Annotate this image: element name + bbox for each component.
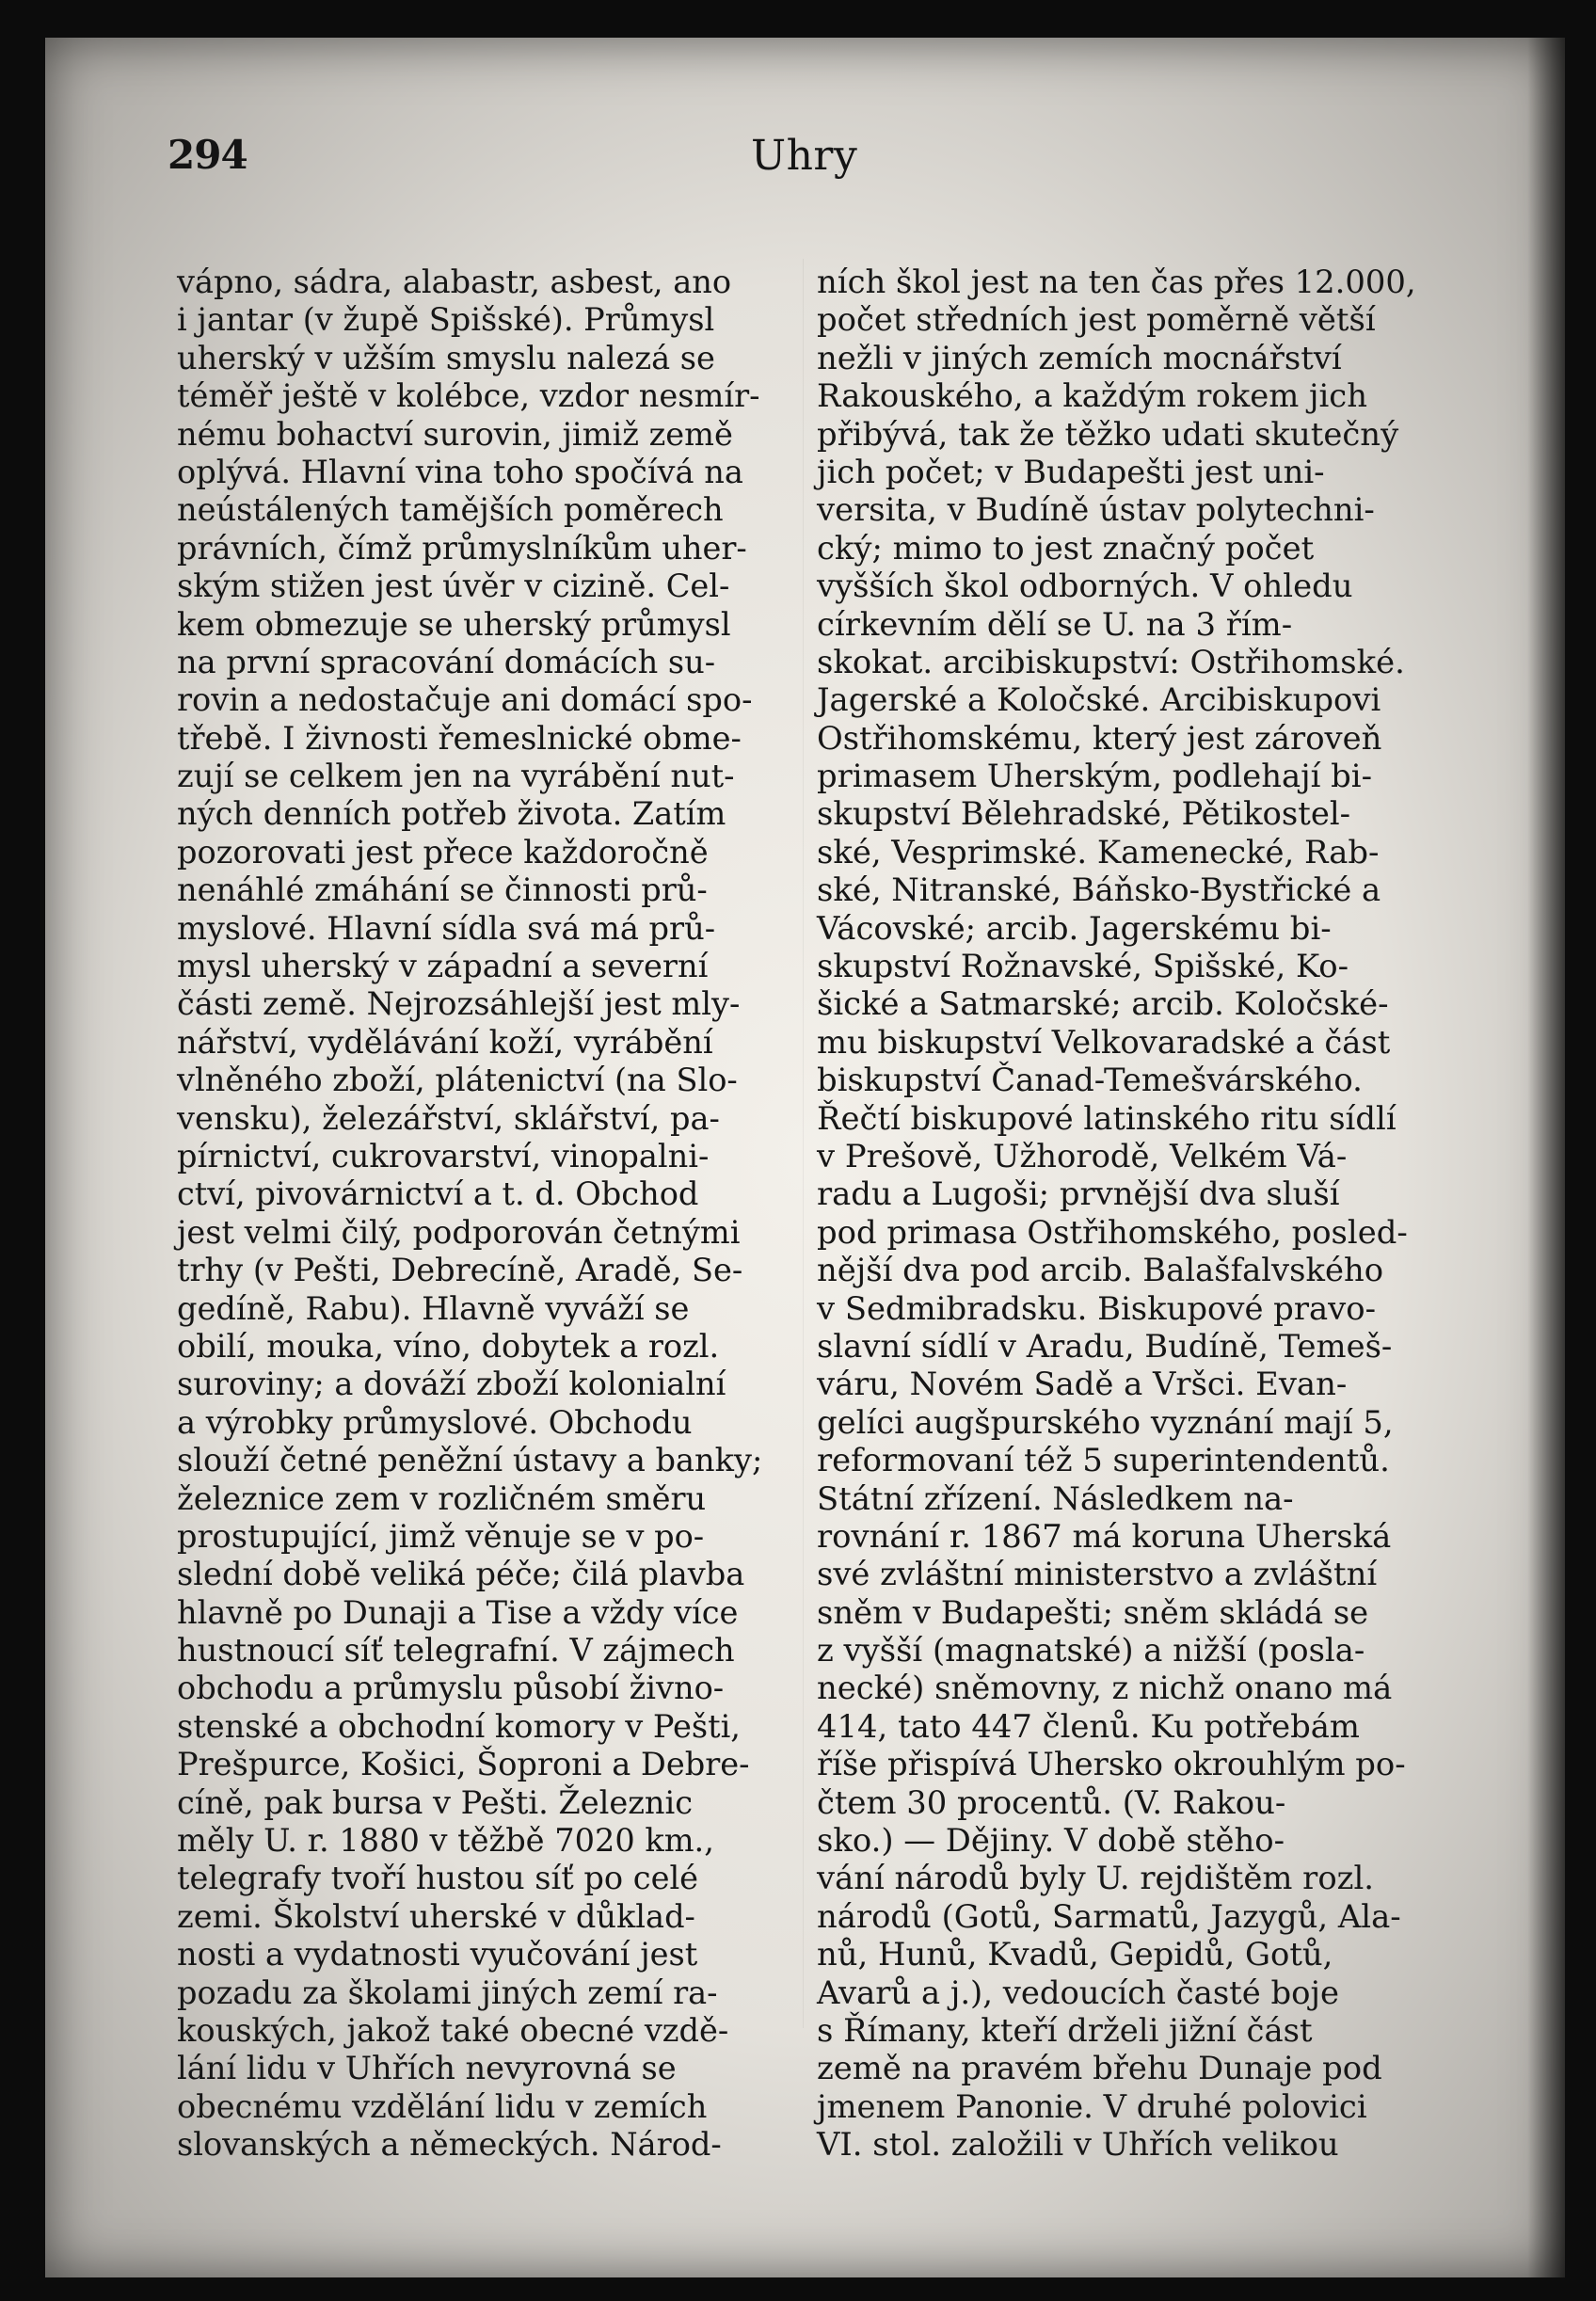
text-line: skupství Rožnavské, Spišské, Ko-: [817, 948, 1349, 985]
text-line: ské, Nitranské, Báňsko-Bystřické a: [817, 871, 1381, 909]
text-line: váru, Novém Sadě a Vršci. Evan-: [817, 1366, 1348, 1403]
running-title: Uhry: [751, 132, 858, 180]
page-header: [45, 132, 1565, 188]
text-line: téměř ještě v kolébce, vzdor nesmír-: [177, 377, 760, 415]
text-line: šické a Satmarské; arcib. Koločské-: [817, 985, 1389, 1023]
text-line: zují se celkem jen na vyrábění nut-: [177, 758, 735, 795]
text-line: právních, čímž průmyslníkům uher-: [177, 529, 747, 567]
left-column: [177, 264, 836, 2165]
text-line: Ostřihomskému, který jest zároveň: [817, 719, 1382, 757]
text-line: nů, Hunů, Kvadů, Gepidů, Gotů,: [817, 1936, 1333, 1973]
text-line: obilí, mouka, víno, dobytek a rozl.: [177, 1327, 720, 1365]
text-line: železnice zem v rozličném směru: [177, 1479, 707, 1517]
text-line: v Prešově, Užhorodě, Velkém Vá-: [817, 1137, 1348, 1174]
text-line: části země. Nejrozsáhlejší jest mly-: [177, 985, 741, 1023]
text-line: rovin a nedostačuje ani domácí spo-: [177, 681, 753, 719]
text-line: přibývá, tak že těžko udati skutečný: [817, 415, 1399, 453]
text-line: pod primasa Ostřihomského, posled-: [817, 1213, 1408, 1251]
text-line: jich počet; v Budapešti jest uni-: [817, 453, 1325, 490]
text-line: sko.) — Dějiny. V době stěho-: [817, 1822, 1285, 1860]
text-line: obecnému vzdělání lidu v zemích: [177, 2087, 708, 2125]
text-line: skokat. arcibiskupství: Ostřihomské.: [817, 643, 1405, 680]
text-line: reformovaní též 5 superintendentů.: [817, 1442, 1390, 1479]
text-line: třebě. I živnosti řemeslnické obme-: [177, 719, 742, 757]
text-line: slouží četné peněžní ústavy a banky;: [177, 1442, 763, 1479]
text-line: z vyšší (magnatské) a nižší (posla-: [817, 1632, 1365, 1670]
text-line: suroviny; a dováží zboží kolonialní: [177, 1366, 726, 1403]
text-line: slední době veliká péče; čilá plavba: [177, 1556, 745, 1593]
text-line: obchodu a průmyslu působí živno-: [177, 1670, 725, 1707]
text-line: Avarů a j.), vedoucích časté boje: [817, 1973, 1339, 2011]
text-line: nářství, vydělávání koží, vyrábění: [177, 1023, 713, 1061]
text-line: nosti a vydatnosti vyučování jest: [177, 1936, 698, 1973]
text-line: ných denních potřeb života. Zatím: [177, 795, 726, 833]
text-line: stenské a obchodní komory v Pešti,: [177, 1707, 741, 1745]
text-line: i jantar (v župě Spišské). Průmysl: [177, 301, 715, 339]
text-line: ské, Vesprimské. Kamenecké, Rab-: [817, 833, 1380, 871]
text-line: měly U. r. 1880 v těžbě 7020 km.,: [177, 1822, 714, 1860]
text-line: Rakouského, a každým rokem jich: [817, 377, 1367, 415]
text-line: s Římany, kteří drželi jižní část: [817, 2011, 1313, 2049]
text-line: země na pravém břehu Dunaje pod: [817, 2050, 1382, 2087]
text-line: ským stižen jest úvěr v cizině. Cel-: [177, 567, 730, 605]
text-line: Státní zřízení. Následkem na-: [817, 1479, 1294, 1517]
text-line: kouských, jakož také obecné vzdě-: [177, 2011, 729, 2049]
text-line: mysl uherský v západní a severní: [177, 948, 709, 985]
text-line: radu a Lugoši; prvnější dva sluší: [817, 1175, 1340, 1213]
text-line: vensku), železářství, sklářství, pa-: [177, 1099, 720, 1137]
text-line: skupství Bělehradské, Pětikostel-: [817, 795, 1351, 833]
text-line: říše přispívá Uhersko okrouhlým po-: [817, 1746, 1406, 1783]
text-line: vlněného zboží, plátenictví (na Slo-: [177, 1062, 738, 1099]
text-line: nežli v jiných zemích mocnářství: [817, 339, 1342, 376]
text-line: jest velmi čilý, podporován četnými: [177, 1213, 741, 1251]
text-line: vání národů byly U. rejdištěm rozl.: [817, 1860, 1375, 1897]
text-line: a výrobky průmyslové. Obchodu: [177, 1403, 693, 1441]
column-divider: [803, 259, 804, 2028]
text-line: gelíci augšpurského vyznání mají 5,: [817, 1403, 1394, 1441]
text-line: zemi. Školství uherské v důklad-: [177, 1897, 695, 1935]
text-line: Jagerské a Koločské. Arcibiskupovi: [817, 681, 1381, 719]
text-line: lání lidu v Uhřích nevyrovná se: [177, 2050, 677, 2087]
text-line: cíně, pak bursa v Pešti. Železnic: [177, 1783, 694, 1821]
text-line: nému bohactví surovin, jimiž země: [177, 415, 733, 453]
text-line: gedíně, Rabu). Hlavně vyváží se: [177, 1289, 690, 1327]
text-line: biskupství Čanad-Temešvárského.: [817, 1062, 1363, 1099]
text-line: své zvláštní ministerstvo a zvláštní: [817, 1556, 1378, 1593]
text-line: hustnoucí síť telegrafní. V zájmech: [177, 1632, 735, 1670]
text-line: ních škol jest na ten čas přes 12.000,: [817, 264, 1416, 300]
text-line: myslové. Hlavní sídla svá má prů-: [177, 909, 716, 947]
text-line: vyšších škol odborných. V ohledu: [817, 567, 1353, 605]
text-line: pozorovati jest přece každoročně: [177, 833, 709, 871]
text-line: kem obmezuje se uherský průmysl: [177, 605, 731, 643]
text-line: jmenem Panonie. V druhé polovici: [817, 2087, 1367, 2125]
text-line: uherský v užším smyslu nalezá se: [177, 339, 715, 376]
text-line: neústálených tamějších poměrech: [177, 491, 724, 529]
right-column: [817, 264, 1480, 2165]
text-line: v Sedmibradsku. Biskupové pravo-: [817, 1289, 1376, 1327]
text-line: trhy (v Pešti, Debrecíně, Aradě, Se-: [177, 1252, 743, 1289]
text-line: telegrafy tvoří hustou síť po celé: [177, 1860, 699, 1897]
text-line: oplývá. Hlavní vina toho spočívá na: [177, 453, 743, 490]
text-line: primasem Uherským, podlehají bi-: [817, 758, 1373, 795]
text-line: pozadu za školami jiných zemí ra-: [177, 1973, 718, 2011]
text-line: hlavně po Dunaji a Tise a vždy více: [177, 1593, 739, 1631]
text-line: Prešpurce, Košici, Šoproni a Debre-: [177, 1746, 750, 1783]
text-line: na první spracování domácích su-: [177, 643, 716, 680]
text-line: vápno, sádra, alabastr, asbest, ano: [177, 264, 732, 300]
text-line: mu biskupství Velkovaradské a část: [817, 1023, 1391, 1061]
text-line: slovanských a německých. Národ-: [177, 2126, 722, 2164]
text-line: rovnání r. 1867 má koruna Uherská: [817, 1517, 1392, 1555]
text-line: slavní sídlí v Aradu, Budíně, Temeš-: [817, 1327, 1393, 1365]
text-line: cký; mimo to jest značný počet: [817, 529, 1315, 567]
text-line: Řečtí biskupové latinského ritu sídlí: [817, 1099, 1396, 1137]
text-line: církevním dělí se U. na 3 řím-: [817, 605, 1293, 643]
text-line: ctví, pivovárnictví a t. d. Obchod: [177, 1175, 699, 1213]
text-line: nenáhlé zmáhání se činnosti prů-: [177, 871, 708, 909]
book-page: [45, 38, 1565, 2277]
text-line: Vácovské; arcib. Jagerskému bi-: [817, 909, 1332, 947]
text-line: počet středních jest poměrně větší: [817, 301, 1376, 339]
text-line: versita, v Budíně ústav polytechni-: [817, 491, 1375, 529]
text-line: sněm v Budapešti; sněm skládá se: [817, 1593, 1369, 1631]
text-line: VI. stol. založili v Uhřích velikou: [817, 2126, 1339, 2164]
text-line: 414, tato 447 členů. Ku potřebám: [817, 1707, 1360, 1745]
text-line: národů (Gotů, Sarmatů, Jazygů, Ala-: [817, 1897, 1401, 1935]
page-number: 294: [168, 132, 247, 178]
text-line: necké) sněmovny, z nichž onano má: [817, 1670, 1393, 1707]
text-line: prostupující, jimž věnuje se v po-: [177, 1517, 705, 1555]
text-line: nější dva pod arcib. Balašfalvského: [817, 1252, 1384, 1289]
text-line: čtem 30 procentů. (V. Rakou-: [817, 1783, 1286, 1821]
text-line: pírnictví, cukrovarství, vinopalni-: [177, 1137, 710, 1174]
